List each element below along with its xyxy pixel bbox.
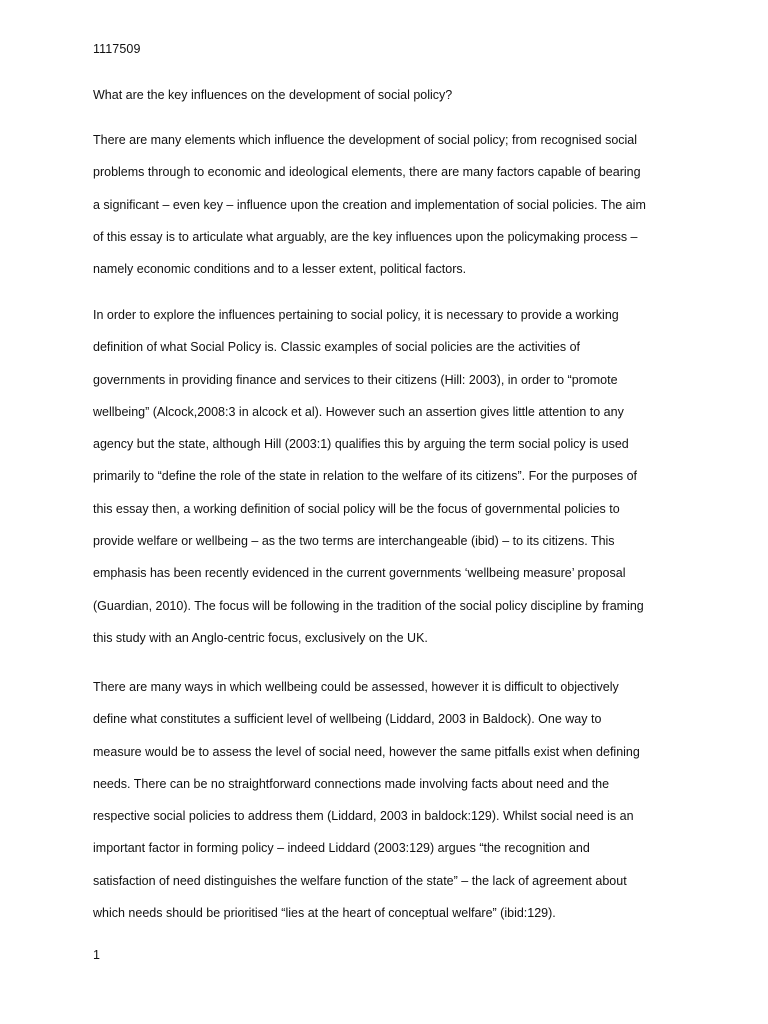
text-line: needs. There can be no straightforward connections made involving facts about need and the xyxy=(93,776,610,791)
text-line: governments in providing finance and services to their citizens (Hill: 2003), in order to “promote xyxy=(93,372,618,387)
text-line: namely economic conditions and to a lesser extent, political factors. xyxy=(93,262,467,277)
text-line: which needs should be prioritised “lies at the heart of conceptual welfare” (ibid:129). xyxy=(93,906,556,921)
text-line: problems through to economic and ideological elements, there are many factors capable of bearing xyxy=(93,165,641,180)
essay-question: What are the key influences on the development of social policy? xyxy=(93,88,453,102)
text-line: this study with an Anglo-centric focus, exclusively on the UK. xyxy=(93,630,428,645)
text-line: important factor in forming policy – indeed Liddard (2003:129) argues “the recognition and xyxy=(93,841,590,856)
text-line: define what constitutes a sufficient level of wellbeing (Liddard, 2003 in Baldock). One way to xyxy=(93,712,602,727)
student-id: 1117509 xyxy=(93,42,141,56)
text-line: (Guardian, 2010). The focus will be following in the tradition of the social policy discipline by framing xyxy=(93,598,644,613)
text-line: agency but the state, although Hill (2003:1) qualifies this by arguing the term social policy is used xyxy=(93,437,629,452)
paragraph-2 xyxy=(93,299,677,654)
text-line: of this essay is to articulate what arguably, are the key influences upon the policymaking process – xyxy=(93,229,638,244)
paragraph-1 xyxy=(93,124,677,285)
text-line: a significant – even key – influence upon the creation and implementation of social policies. The aim xyxy=(93,197,646,212)
text-line: In order to explore the influences pertaining to social policy, it is necessary to provide a working xyxy=(93,308,619,322)
text-line: definition of what Social Policy is. Classic examples of social policies are the activities of xyxy=(93,340,581,355)
text-line: primarily to “define the role of the state in relation to the welfare of its citizens”. For the purposes of xyxy=(93,469,638,484)
text-line: respective social policies to address them (Liddard, 2003 in baldock:129). Whilst social need is an xyxy=(93,809,634,824)
text-line: There are many elements which influence the development of social policy; from recognised social xyxy=(93,133,638,147)
text-line: wellbeing” (Alcock,2008:3 in alcock et al). However such an assertion gives little attention to any xyxy=(93,404,624,419)
text-line: satisfaction of need distinguishes the welfare function of the state” – the lack of agreement about xyxy=(93,873,627,888)
text-line: emphasis has been recently evidenced in the current governments ‘wellbeing measure’ proposal xyxy=(93,566,626,581)
text-line: measure would be to assess the level of social need, however the same pitfalls exist when defining xyxy=(93,744,640,759)
text-line: There are many ways in which wellbeing could be assessed, however it is difficult to objectively xyxy=(93,680,619,694)
page-number: 1 xyxy=(93,948,100,962)
text-line: this essay then, a working definition of social policy will be the focus of governmental policies to xyxy=(93,501,620,516)
text-line: provide welfare or wellbeing – as the two terms are interchangeable (ibid) – to its citizens. This xyxy=(93,534,615,549)
paragraph-3 xyxy=(93,671,677,929)
